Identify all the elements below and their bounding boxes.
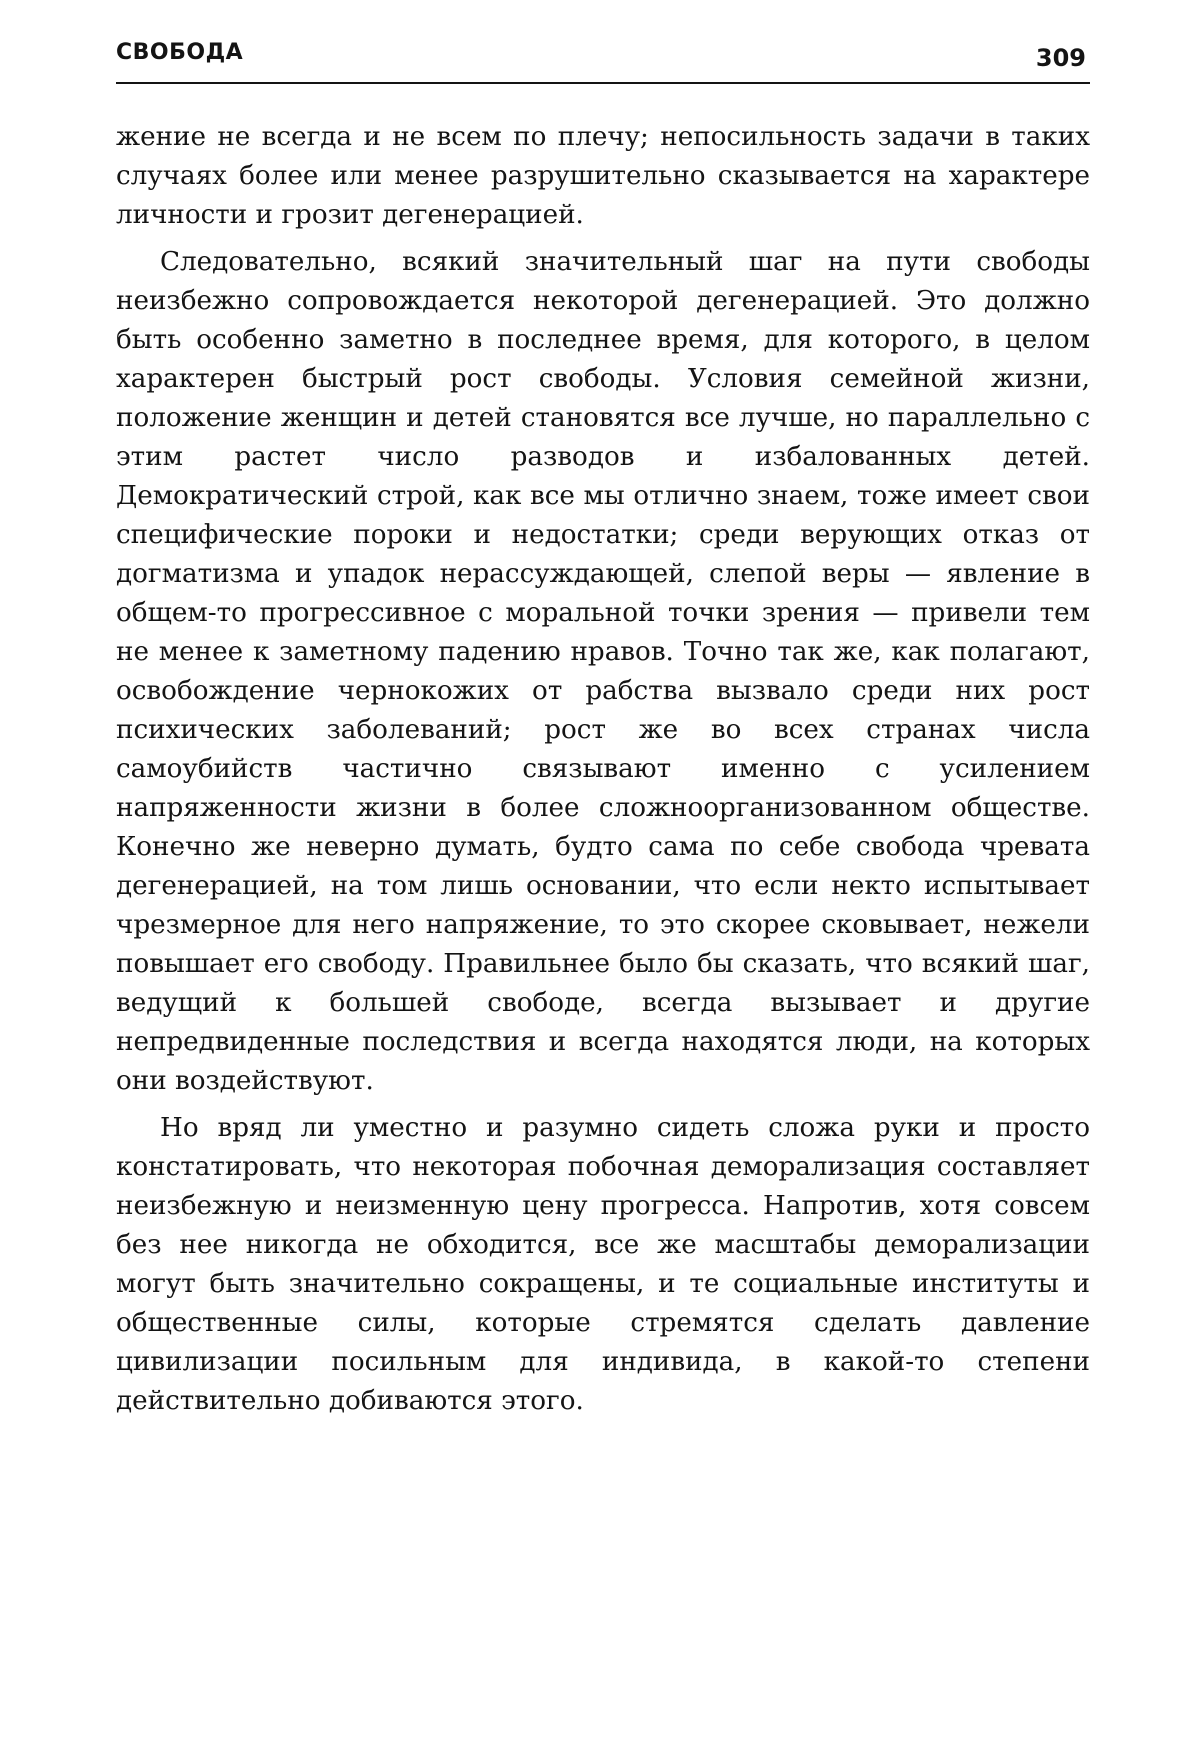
paragraph: Но вряд ли уместно и разумно сидеть сложа руки и просто констатировать, что некоторая побочная деморализация составляет неизбежную и неизменную цену прогресса. Напротив, хотя совсем без нее никогда не обходится, все же масштабы деморализации могут быть значительно сокращены, и те социальные институты и общественные силы, которые стремятся сделать давление цивилизации посильным для индивида, в какой-то степени действительно добиваются этого. [116,1113,1090,1416]
running-title: СВОБОДА [116,40,244,65]
paragraph: Следовательно, всякий значительный шаг на пути свободы неизбежно сопровождается некоторой дегенерацией. Это должно быть особенно заметно в последнее время, для которого, в целом характерен быстрый рост свободы. Условия семейной жизни, положение женщин и детей становятся все лучше, но параллельно с этим растет число разводов и избалованных детей. Демократический строй, как все мы отлично знаем, тоже имеет свои специфические пороки и недостатки; среди верующих отказ от догматизма и упадок нерассуждающей, слепой веры — явление в общем-то прогрессивное с моральной точки зрения — привели тем не менее к заметному падению нравов. Точно так же, как полагают, освобождение чернокожих от рабства вызвало среди них рост психических заболеваний; рост же во всех странах числа самоубийств частично связывают именно с усилением напряженности жизни в более сложноорганизованном обществе. Конечно же неверно думать, будто сама по себе свобода чревата дегенерацией, на том лишь основании, что если некто испытывает чрезмерное для него напряжение, то это скорее сковывает, нежели повышает его свободу. Правильнее было бы сказать, что всякий шаг, ведущий к большей свободе, всегда вызывает и другие непредвиденные последствия и всегда находятся люди, на которых они воздействуют. [116,247,1090,1096]
page-number: 309 [1035,44,1086,72]
book-page [116,38,1090,1429]
paragraph-continued: жение не всегда и не всем по плечу; непосильность задачи в таких случаях более или менее разрушительно сказывается на характере личности и грозит дегенерацией. [116,122,1090,230]
running-header [116,38,1090,84]
body-text [116,118,1090,1421]
